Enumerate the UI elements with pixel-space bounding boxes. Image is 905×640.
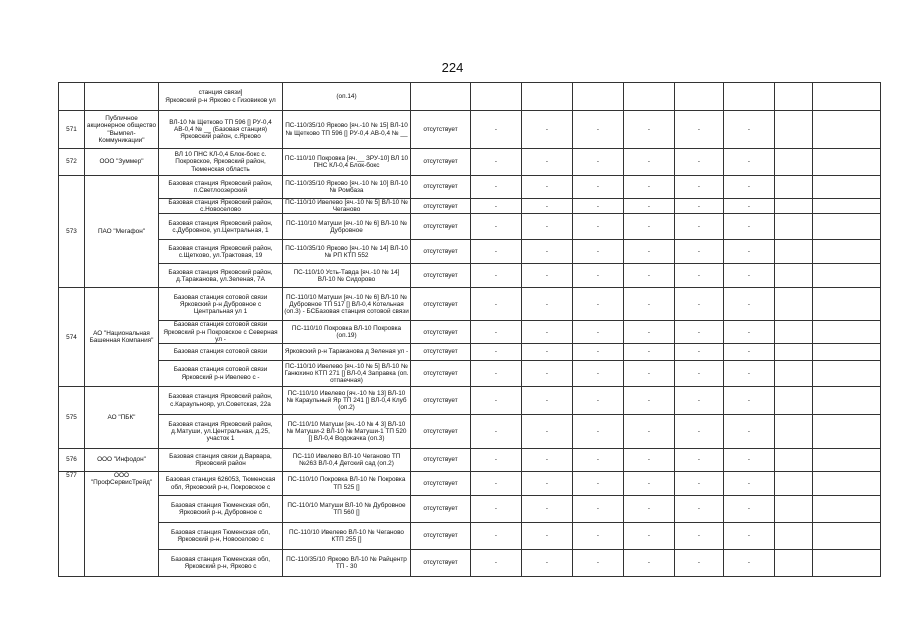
dash-cell: -	[675, 415, 724, 449]
dash-cell	[813, 264, 881, 288]
dash-cell: -	[522, 472, 573, 496]
object-cell: ВЛ-10 № Щетково ТП 596 [] РУ-0,4 АВ-0,4 № __ (Базовая станция) Ярковский район, с.Ярково	[159, 111, 283, 149]
source-cell: Ярковский р-н Тараканова д Зеленая ул -	[283, 344, 411, 361]
table-row	[59, 111, 881, 149]
dash-cell: -	[675, 523, 724, 550]
dash-cell: -	[624, 199, 675, 214]
dash-cell: -	[675, 214, 724, 240]
table-row	[59, 199, 881, 214]
dash-cell: -	[624, 264, 675, 288]
row-number-cell: 572	[59, 149, 85, 176]
dash-cell	[813, 344, 881, 361]
dash-cell: -	[624, 449, 675, 472]
empty-cell	[522, 83, 573, 111]
dash-cell: -	[724, 387, 775, 415]
table-row	[59, 83, 881, 111]
dash-cell	[813, 199, 881, 214]
dash-cell: -	[471, 199, 522, 214]
dash-cell: -	[724, 214, 775, 240]
object-cell: Базовая станция Ярковский район, п.Светлоозерский	[159, 176, 283, 199]
dash-cell: -	[724, 361, 775, 387]
dash-cell	[813, 550, 881, 577]
source-cell: ПС-110/10 Усть-Тавда [яч.-10 № 14] ВЛ-10 № Сидорово	[283, 264, 411, 288]
dash-cell: -	[573, 387, 624, 415]
dash-cell: -	[675, 361, 724, 387]
dash-cell: -	[522, 496, 573, 523]
dash-cell	[775, 550, 813, 577]
status-cell: отсутствует	[411, 288, 471, 321]
dash-cell: -	[522, 415, 573, 449]
owner-cell: Публичное акционерное общество "Вымпел-Коммуникации"	[85, 111, 159, 149]
table-row	[59, 472, 881, 496]
source-cell: ПС-110/10 Матуши [яч.-10 № 6] ВЛ-10 № Дубровное	[283, 214, 411, 240]
dash-cell: -	[675, 240, 724, 264]
object-cell: Базовая станция Ярковский район, с.Дубровное, ул.Центральная, 1	[159, 214, 283, 240]
status-cell: отсутствует	[411, 111, 471, 149]
dash-cell: -	[724, 288, 775, 321]
object-cell: Базовая станция Ярковский район, д.Тараканова, ул.Зеленая, 7А	[159, 264, 283, 288]
object-cell: Базовая станция Ярковский район, с.Караульнояр, ул.Советская, 22а	[159, 387, 283, 415]
dash-cell: -	[573, 214, 624, 240]
dash-cell: -	[471, 449, 522, 472]
table-row	[59, 496, 881, 523]
dash-cell: -	[624, 240, 675, 264]
dash-cell: -	[573, 176, 624, 199]
object-cell: станция связи] Ярковский р-н Ярково с Гизовиков ул	[159, 83, 283, 111]
status-cell: отсутствует	[411, 264, 471, 288]
object-cell: ВЛ 10 ПНС КЛ-0,4 Блок-бокс с. Покровское, Ярковский район, Тюменская область	[159, 149, 283, 176]
dash-cell	[813, 415, 881, 449]
row-number-cell: 577	[59, 472, 85, 577]
dash-cell: -	[522, 176, 573, 199]
dash-cell: -	[471, 321, 522, 344]
source-cell: ПС-110 Ивелево ВЛ-10 Чеганово ТП №263 ВЛ-0,4 Детский сад (оп.2)	[283, 449, 411, 472]
dash-cell: -	[522, 449, 573, 472]
dash-cell: -	[573, 264, 624, 288]
status-cell: отсутствует	[411, 472, 471, 496]
source-cell: ПС-110/10 Ивелево ВЛ-10 № Чеганово КТП 255 []	[283, 523, 411, 550]
empty-cell	[411, 83, 471, 111]
dash-cell: -	[624, 176, 675, 199]
dash-cell: -	[624, 321, 675, 344]
dash-cell: -	[624, 550, 675, 577]
owner-cell: АО "ПБК"	[85, 387, 159, 449]
source-cell: ПС-110/10 Покровка ВЛ-10 № Покровка ТП 525 []	[283, 472, 411, 496]
dash-cell: -	[522, 199, 573, 214]
empty-cell	[775, 83, 813, 111]
object-cell: Базовая станция Ярковский район, д.Матуши, ул.Центральная, д.25, участок 1	[159, 415, 283, 449]
status-cell: отсутствует	[411, 214, 471, 240]
dash-cell: -	[675, 550, 724, 577]
source-cell: ПС-110/10 Матуши [яч.-10 № 6] ВЛ-10 № Дубровное ТП 517 [] ВЛ-0,4 Котельная (оп.3) - БСБазовая станция сотовой связи	[283, 288, 411, 321]
status-cell: отсутствует	[411, 387, 471, 415]
dash-cell: -	[471, 111, 522, 149]
table-row	[59, 449, 881, 472]
status-cell: отсутствует	[411, 344, 471, 361]
dash-cell: -	[573, 415, 624, 449]
dash-cell: -	[724, 240, 775, 264]
object-cell: Базовая станция Тюменская обл, Ярковский р-н, Ярково с	[159, 550, 283, 577]
dash-cell	[775, 387, 813, 415]
table-row	[59, 361, 881, 387]
empty-cell	[624, 83, 675, 111]
dash-cell	[813, 111, 881, 149]
dash-cell	[813, 523, 881, 550]
dash-cell: -	[724, 449, 775, 472]
source-cell: ПС-110/35/10 Ярково [яч.-10 № 10] ВЛ-10 № Ромбаза	[283, 176, 411, 199]
dash-cell	[775, 496, 813, 523]
dash-cell: -	[624, 149, 675, 176]
source-cell: ПС-110/10 Ивелево [яч.-10 № 13] ВЛ-10 № Караульный Яр ТП 241 [] ВЛ-0,4 Клуб (оп.2)	[283, 387, 411, 415]
dash-cell: -	[573, 523, 624, 550]
dash-cell	[813, 496, 881, 523]
dash-cell	[775, 264, 813, 288]
dash-cell: -	[471, 176, 522, 199]
dash-cell: -	[675, 321, 724, 344]
dash-cell: -	[675, 111, 724, 149]
dash-cell: -	[724, 415, 775, 449]
dash-cell: -	[675, 199, 724, 214]
dash-cell: -	[471, 472, 522, 496]
object-cell: Базовая станция сотовой связи Ярковский р-н Дубровное с Центральная ул 1	[159, 288, 283, 321]
dash-cell	[775, 361, 813, 387]
dash-cell	[813, 449, 881, 472]
owner-cell	[85, 83, 159, 111]
dash-cell: -	[522, 264, 573, 288]
source-cell: ПС-110/35/10 Ярково [яч.-10 № 15] ВЛ-10 № Щетково ТП 596 [] РУ-0,4 АВ-0,4 № __	[283, 111, 411, 149]
object-cell: Базовая станция Тюменская обл, Ярковский р-н, Новоселово с	[159, 523, 283, 550]
dash-cell: -	[471, 496, 522, 523]
row-number-cell: 573	[59, 176, 85, 288]
page-number: 224	[441, 60, 464, 75]
object-cell: Базовая станция сотовой связи	[159, 344, 283, 361]
dash-cell: -	[522, 387, 573, 415]
status-cell: отсутствует	[411, 199, 471, 214]
dash-cell	[813, 387, 881, 415]
dash-cell: -	[624, 361, 675, 387]
dash-cell	[813, 321, 881, 344]
dash-cell: -	[573, 149, 624, 176]
dash-cell: -	[724, 550, 775, 577]
table-row	[59, 176, 881, 199]
register-table	[58, 82, 881, 577]
object-cell: Базовая станция связи д.Варвара, Ярковский район	[159, 449, 283, 472]
dash-cell: -	[471, 523, 522, 550]
empty-cell	[675, 83, 724, 111]
dash-cell	[813, 149, 881, 176]
row-number-cell: 575	[59, 387, 85, 449]
dash-cell: -	[522, 344, 573, 361]
dash-cell: -	[522, 288, 573, 321]
dash-cell: -	[573, 472, 624, 496]
dash-cell	[775, 472, 813, 496]
dash-cell: -	[522, 523, 573, 550]
dash-cell: -	[724, 523, 775, 550]
source-cell: ПС-110/10 Покровка [яч.__ ЗРУ-10] ВЛ 10 ПНС КЛ-0,4 Блок-бокс	[283, 149, 411, 176]
owner-cell: ООО "Инфодон"	[85, 449, 159, 472]
dash-cell	[775, 214, 813, 240]
status-cell: отсутствует	[411, 149, 471, 176]
table-row	[59, 240, 881, 264]
source-cell: ПС-110/35/10 Ярково [яч.-10 № 14] ВЛ-10 № РП КТП 552	[283, 240, 411, 264]
dash-cell: -	[573, 550, 624, 577]
dash-cell: -	[573, 111, 624, 149]
status-cell: отсутствует	[411, 523, 471, 550]
object-cell: Базовая станция Тюменская обл, Ярковский р-н, Дубровное с	[159, 496, 283, 523]
dash-cell: -	[724, 176, 775, 199]
dash-cell: -	[675, 387, 724, 415]
dash-cell: -	[624, 344, 675, 361]
source-cell: ПС-110/10 Ивелево [яч.-10 № 5] ВЛ-10 № Ганюхино КТП 271 [] ВЛ-0,4 Заправка (оп. отпаечная)	[283, 361, 411, 387]
dash-cell: -	[471, 344, 522, 361]
dash-cell: -	[522, 361, 573, 387]
owner-cell: ООО "ПрофСервисТрейд"	[85, 472, 159, 577]
dash-cell: -	[724, 496, 775, 523]
status-cell: отсутствует	[411, 415, 471, 449]
dash-cell: -	[573, 199, 624, 214]
row-number-cell: 574	[59, 288, 85, 387]
table-row	[59, 344, 881, 361]
dash-cell: -	[624, 415, 675, 449]
dash-cell: -	[522, 321, 573, 344]
dash-cell: -	[573, 449, 624, 472]
dash-cell	[813, 472, 881, 496]
status-cell: отсутствует	[411, 176, 471, 199]
dash-cell: -	[624, 496, 675, 523]
dash-cell: -	[573, 240, 624, 264]
object-cell: Базовая станция 626053, Тюменская обл, Ярковский р-н, Покровское с	[159, 472, 283, 496]
dash-cell: -	[724, 199, 775, 214]
dash-cell: -	[471, 264, 522, 288]
dash-cell	[775, 344, 813, 361]
object-cell: Базовая станция сотовой связи Ярковский р-н Покровское с Северная ул -	[159, 321, 283, 344]
table-row	[59, 288, 881, 321]
dash-cell: -	[724, 111, 775, 149]
dash-cell: -	[522, 149, 573, 176]
table-row	[59, 149, 881, 176]
dash-cell: -	[573, 344, 624, 361]
empty-cell	[573, 83, 624, 111]
source-cell: ПС-110/10 Покровка ВЛ-10 Покровка (оп.19)	[283, 321, 411, 344]
dash-cell	[775, 415, 813, 449]
dash-cell: -	[675, 496, 724, 523]
table-row	[59, 214, 881, 240]
dash-cell: -	[471, 361, 522, 387]
object-cell: Базовая станция сотовой связи Ярковский р-н Ивелево с -	[159, 361, 283, 387]
dash-cell: -	[724, 149, 775, 176]
table-row	[59, 550, 881, 577]
dash-cell: -	[471, 149, 522, 176]
dash-cell: -	[522, 111, 573, 149]
dash-cell: -	[522, 240, 573, 264]
dash-cell	[775, 149, 813, 176]
dash-cell	[775, 199, 813, 214]
status-cell: отсутствует	[411, 361, 471, 387]
dash-cell	[813, 240, 881, 264]
dash-cell: -	[724, 344, 775, 361]
source-cell: ПС-110/10 Матуши ВЛ-10 № Дубровное ТП 560 []	[283, 496, 411, 523]
status-cell: отсутствует	[411, 240, 471, 264]
dash-cell: -	[624, 387, 675, 415]
owner-cell: ООО "Зуммер"	[85, 149, 159, 176]
dash-cell: -	[675, 472, 724, 496]
status-cell: отсутствует	[411, 550, 471, 577]
table-row	[59, 264, 881, 288]
empty-cell	[471, 83, 522, 111]
dash-cell: -	[675, 449, 724, 472]
dash-cell: -	[573, 321, 624, 344]
dash-cell: -	[471, 214, 522, 240]
dash-cell: -	[624, 214, 675, 240]
dash-cell	[813, 288, 881, 321]
object-cell: Базовая станция Ярковский район, с.Щетково, ул.Трактовая, 19	[159, 240, 283, 264]
dash-cell: -	[675, 288, 724, 321]
dash-cell: -	[624, 472, 675, 496]
owner-cell: ПАО "Мегафон"	[85, 176, 159, 288]
row-number-cell: 576	[59, 449, 85, 472]
table-row	[59, 321, 881, 344]
dash-cell: -	[724, 472, 775, 496]
status-cell: отсутствует	[411, 449, 471, 472]
dash-cell	[775, 240, 813, 264]
empty-cell	[724, 83, 775, 111]
dash-cell	[775, 176, 813, 199]
dash-cell: -	[724, 264, 775, 288]
source-cell: ПС-110/10 Ивелево [яч.-10 № 5] ВЛ-10 № Чеганово	[283, 199, 411, 214]
object-cell: Базовая станция Ярковский район, с.Новоселово	[159, 199, 283, 214]
source-cell: ПС-110/35/10 Ярково ВЛ-10 № Райцентр ТП - 30	[283, 550, 411, 577]
dash-cell: -	[675, 344, 724, 361]
source-cell: (оп.14)	[283, 83, 411, 111]
dash-cell: -	[675, 149, 724, 176]
dash-cell: -	[675, 176, 724, 199]
dash-cell: -	[471, 387, 522, 415]
dash-cell	[775, 288, 813, 321]
dash-cell	[813, 361, 881, 387]
dash-cell: -	[624, 523, 675, 550]
dash-cell: -	[675, 264, 724, 288]
dash-cell: -	[573, 496, 624, 523]
table-row	[59, 523, 881, 550]
dash-cell: -	[624, 288, 675, 321]
dash-cell: -	[522, 214, 573, 240]
dash-cell: -	[471, 550, 522, 577]
dash-cell	[813, 214, 881, 240]
dash-cell: -	[471, 415, 522, 449]
status-cell: отсутствует	[411, 496, 471, 523]
dash-cell: -	[624, 111, 675, 149]
dash-cell: -	[573, 288, 624, 321]
status-cell: отсутствует	[411, 321, 471, 344]
source-cell: ПС-110/10 Матуши [яч.-10 № 4 3] ВЛ-10 № Матуши-2 ВЛ-10 № Матуши-1 ТП 520 [] ВЛ-0,4 Водокачка (оп.3)	[283, 415, 411, 449]
empty-cell	[813, 83, 881, 111]
dash-cell: -	[471, 288, 522, 321]
owner-cell: АО "Национальная Башенная Компания"	[85, 288, 159, 387]
dash-cell	[775, 321, 813, 344]
dash-cell	[775, 449, 813, 472]
dash-cell	[775, 523, 813, 550]
dash-cell: -	[724, 321, 775, 344]
dash-cell: -	[471, 240, 522, 264]
dash-cell	[813, 176, 881, 199]
dash-cell: -	[573, 361, 624, 387]
table-row	[59, 387, 881, 415]
row-number-cell: 571	[59, 111, 85, 149]
dash-cell	[775, 111, 813, 149]
dash-cell: -	[522, 550, 573, 577]
row-number-cell	[59, 83, 85, 111]
table-row	[59, 415, 881, 449]
